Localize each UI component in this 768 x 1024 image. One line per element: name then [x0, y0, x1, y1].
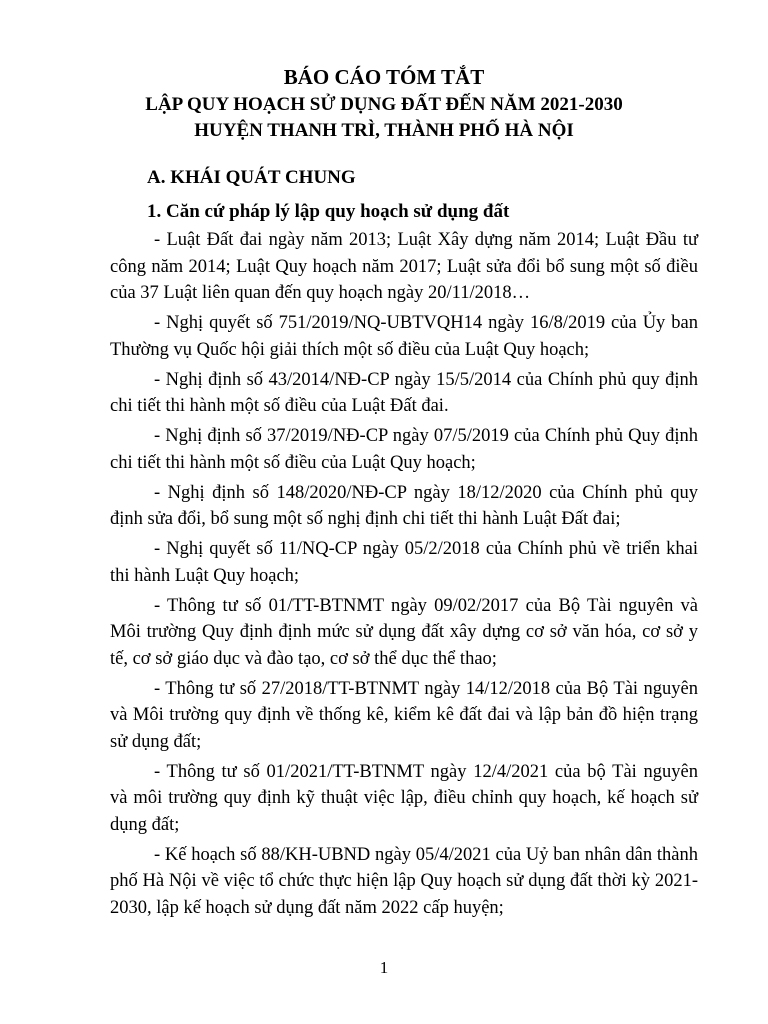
- paragraph: - Nghị định số 148/2020/NĐ-CP ngày 18/12/2020 của Chính phủ quy định sửa đổi, bổ sung một số nghị định chi tiết thi hành Luật Đất đai;: [110, 482, 698, 529]
- document-subtitle-line-2: HUYỆN THANH TRÌ, THÀNH PHỐ HÀ NỘI: [194, 120, 574, 141]
- paragraph: - Luật Đất đai ngày năm 2013; Luật Xây dựng năm 2014; Luật Đầu tư công năm 2014; Luật Quy hoạch năm 2017; Luật sửa đổi bổ sung một số điều của 37 Luật liên quan đến quy hoạch ngày 20/11/2018…: [110, 230, 698, 303]
- paragraph: - Nghị định số 43/2014/NĐ-CP ngày 15/5/2014 của Chính phủ quy định chi tiết thi hành một số điều của Luật Đất đai.: [110, 369, 698, 416]
- paragraph: - Thông tư số 01/2021/TT-BTNMT ngày 12/4/2021 của bộ Tài nguyên và môi trường quy định kỹ thuật việc lập, điều chỉnh quy hoạch, kế hoạch sử dụng đất;: [110, 761, 698, 835]
- paragraph: - Nghị quyết số 751/2019/NQ-UBTVQH14 ngày 16/8/2019 của Ủy ban Thường vụ Quốc hội giải thích một số điều của Luật Quy hoạch;: [110, 313, 698, 360]
- paragraph: - Thông tư số 01/TT-BTNMT ngày 09/02/2017 của Bộ Tài nguyên và Môi trường Quy định định mức sử dụng đất xây dựng cơ sở văn hóa, cơ sở y tế, cơ sở giáo dục và đào tạo, cơ sở thể dục thể thao;: [110, 595, 698, 669]
- section-heading: A. KHÁI QUÁT CHUNG: [147, 167, 356, 188]
- page-number: 1: [379, 958, 389, 977]
- paragraph: - Nghị quyết số 11/NQ-CP ngày 05/2/2018 của Chính phủ về triển khai thi hành Luật Quy hoạch;: [110, 539, 698, 586]
- title-block: [0, 62, 768, 144]
- paragraph: - Nghị định số 37/2019/NĐ-CP ngày 07/5/2019 của Chính phủ Quy định chi tiết thi hành một số điều của Luật Quy hoạch;: [110, 426, 698, 473]
- document-body: [110, 163, 698, 925]
- paragraph: - Kế hoạch số 88/KH-UBND ngày 05/4/2021 của Uỷ ban nhân dân thành phố Hà Nội về việc tổ chức thực hiện lập Quy hoạch sử dụng đất thời kỳ 2021-2030, lập kế hoạch sử dụng đất năm 2022 cấp huyện;: [110, 844, 698, 918]
- sub-heading: 1. Căn cứ pháp lý lập quy hoạch sử dụng đất: [147, 201, 510, 222]
- document-title: BÁO CÁO TÓM TẮT: [283, 65, 485, 89]
- document-subtitle-line-1: LẬP QUY HOẠCH SỬ DỤNG ĐẤT ĐẾN NĂM 2021-2030: [145, 94, 623, 115]
- paragraph: - Thông tư số 27/2018/TT-BTNMT ngày 14/12/2018 của Bộ Tài nguyên và Môi trường quy định về thống kê, kiểm kê đất đai và lập bản đồ hiện trạng sử dụng đất;: [110, 678, 698, 752]
